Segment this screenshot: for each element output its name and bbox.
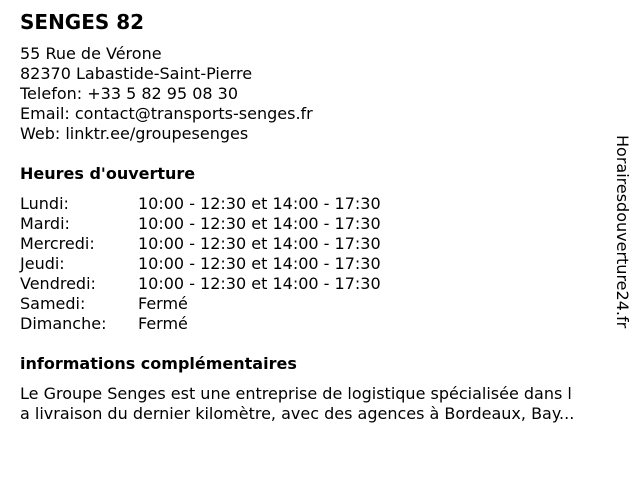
day-label: Jeudi: <box>20 254 65 273</box>
email-address: Email: contact@transports-senges.fr <box>20 104 313 123</box>
phone-number: Telefon: +33 5 82 95 08 30 <box>20 84 239 103</box>
hours-value: Fermé <box>138 294 188 313</box>
opening-hours-heading: Heures d'ouverture <box>20 164 196 183</box>
hours-row-mardi <box>20 214 381 234</box>
day-label: Vendredi: <box>20 274 96 293</box>
address-line-1: 55 Rue de Vérone <box>20 44 162 63</box>
day-label: Samedi: <box>20 294 86 313</box>
hours-value: Fermé <box>138 314 188 333</box>
business-description <box>20 384 624 424</box>
hours-row-jeudi <box>20 254 381 274</box>
hours-row-samedi <box>20 294 381 314</box>
hours-value: 10:00 - 12:30 et 14:00 - 17:30 <box>138 194 381 213</box>
address-line-2: 82370 Labastide-Saint-Pierre <box>20 64 253 83</box>
day-label: Mardi: <box>20 214 70 233</box>
day-label: Mercredi: <box>20 234 95 253</box>
hours-row-lundi <box>20 194 381 214</box>
description-line-2: a livraison du dernier kilomètre, avec des agences à Bordeaux, Bay... <box>20 404 575 423</box>
hours-row-dimanche <box>20 314 381 334</box>
day-label: Dimanche: <box>20 314 107 333</box>
hours-row-mercredi <box>20 234 381 254</box>
hours-value: 10:00 - 12:30 et 14:00 - 17:30 <box>138 274 381 293</box>
hours-value: 10:00 - 12:30 et 14:00 - 17:30 <box>138 214 381 233</box>
business-name: SENGES 82 <box>20 10 145 34</box>
contact-info <box>20 44 313 144</box>
hours-value: 10:00 - 12:30 et 14:00 - 17:30 <box>138 234 381 253</box>
website: Web: linktr.ee/groupesenges <box>20 124 249 143</box>
day-label: Lundi: <box>20 194 69 213</box>
opening-hours-list <box>20 194 381 334</box>
description-line-1: Le Groupe Senges est une entreprise de logistique spécialisée dans l <box>20 384 572 403</box>
site-watermark: Horairesdouverture24.fr <box>613 135 632 329</box>
additional-info-heading: informations complémentaires <box>20 354 297 373</box>
hours-row-vendredi <box>20 274 381 294</box>
hours-value: 10:00 - 12:30 et 14:00 - 17:30 <box>138 254 381 273</box>
